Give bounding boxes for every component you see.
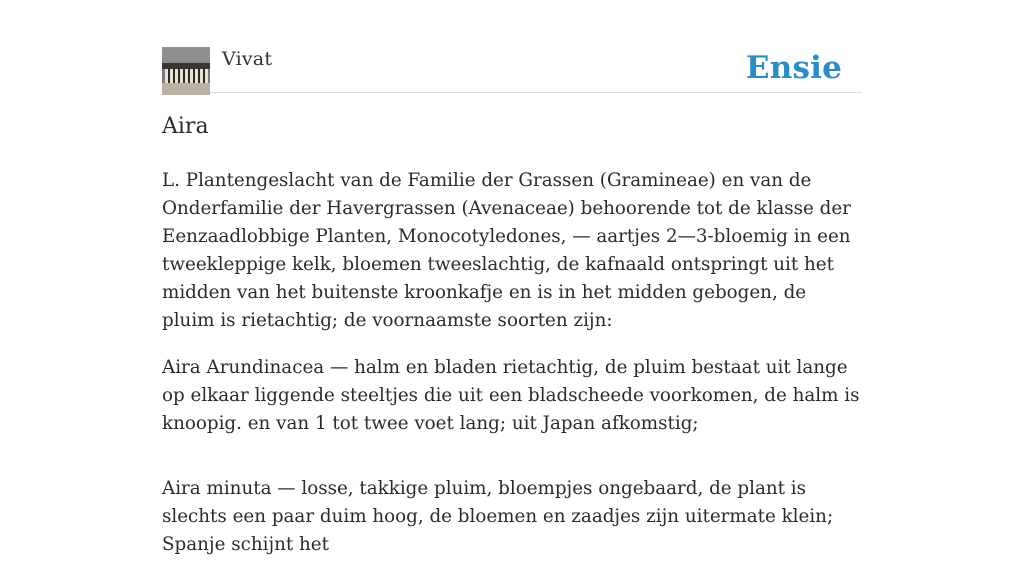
definition-paragraph: L. Plantengeslacht van de Familie der Grassen (Gramineae) en van de Onderfamilie der Havergrassen (Avenaceae) behoorende tot de klasse der Eenzaadlobbige Planten, Monocotyledones, — aartjes 2—3-bloemig in een tweekleppige kelk, bloemen tweeslachtig, de kafnaald ontspringt uit het midden van het buitenste kroonkafje en is in het midden gebogen, de pluim is rietachtig; de voornaamste soorten zijn: [162, 170, 851, 331]
page-header [162, 46, 862, 93]
article-body [162, 167, 864, 578]
species-paragraph-minuta: Aira minuta — losse, takkige pluim, bloempjes ongebaard, de plant is slechts een paar duim hoog, de bloemen en zaadjes zijn uitermate klein; Spanje schijnt het [162, 478, 834, 555]
page-title: Aira [162, 114, 209, 139]
author-name[interactable]: Vivat [222, 48, 273, 70]
author-avatar[interactable] [162, 47, 210, 95]
brand-logo[interactable]: Ensie [745, 50, 842, 86]
species-paragraph-arundinacea: Aira Arundinacea — halm en bladen rietachtig, de pluim bestaat uit lange op elkaar liggende steeltjes die uit een bladscheede voorkomen, de halm is knoopig. en van 1 tot twee voet lang; uit Japan afkomstig; [162, 357, 860, 434]
book-spines-avatar-icon [162, 47, 210, 95]
